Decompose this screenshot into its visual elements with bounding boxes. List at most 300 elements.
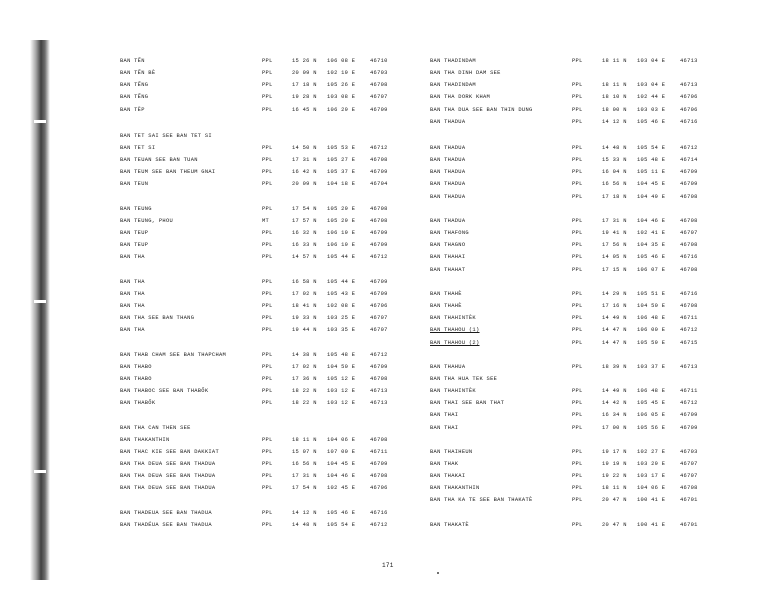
latitude: 16 56 N (602, 181, 627, 187)
feature-code: PPL (262, 473, 273, 479)
latitude: 17 02 N (292, 291, 317, 297)
feature-code: PPL (572, 473, 583, 479)
feature-code: PPL (262, 364, 273, 370)
page-number: 171 (382, 562, 394, 569)
gazetteer-entry (120, 326, 410, 335)
gazetteer-entry (430, 290, 720, 299)
map-sheet-number: 46712 (370, 254, 388, 260)
feature-code: PPL (572, 254, 583, 260)
latitude: 14 49 N (602, 315, 627, 321)
place-name: BAN TET SI (120, 145, 156, 151)
feature-code: PPL (572, 169, 583, 175)
gazetteer-entry (120, 93, 410, 102)
place-name: BAN THAKAI (430, 473, 466, 479)
place-name: BAN THA DEUA SEE BAN THADUA (120, 461, 216, 467)
place-name: BAN TẾNG (120, 94, 149, 100)
gazetteer-entry (120, 351, 410, 360)
place-name: BAN THADUA (430, 194, 466, 200)
gazetteer-entry (120, 302, 410, 311)
gazetteer-entry (430, 326, 720, 335)
map-sheet-number: 46708 (370, 82, 388, 88)
gazetteer-entry (430, 81, 720, 90)
latitude: 20 47 N (602, 497, 627, 503)
gazetteer-entry (120, 375, 410, 384)
latitude: 17 31 N (602, 218, 627, 224)
latitude: 16 04 N (602, 169, 627, 175)
latitude: 20 09 N (292, 181, 317, 187)
latitude: 16 58 N (292, 279, 317, 285)
place-name: BAN THA HUA TEK SEE (430, 376, 498, 382)
longitude: 105 54 E (327, 522, 356, 528)
latitude: 17 31 N (292, 473, 317, 479)
place-name: BAN THAHINTÈK (430, 315, 476, 321)
map-sheet-number: 46712 (680, 400, 698, 406)
feature-code: PPL (572, 412, 583, 418)
map-sheet-number: 46709 (680, 181, 698, 187)
latitude: 16 34 N (602, 412, 627, 418)
feature-code: PPL (262, 327, 273, 333)
latitude: 14 47 N (602, 340, 627, 346)
longitude: 103 17 E (637, 473, 666, 479)
map-sheet-number: 46706 (370, 485, 388, 491)
gazetteer-entry (430, 424, 720, 433)
latitude: 15 07 N (292, 449, 317, 455)
gazetteer-entry (120, 144, 410, 153)
latitude: 19 17 N (602, 449, 627, 455)
latitude: 17 56 N (602, 242, 627, 248)
longitude: 103 25 E (327, 315, 356, 321)
longitude: 104 06 E (327, 437, 356, 443)
longitude: 104 49 E (637, 194, 666, 200)
latitude: 18 11 N (602, 58, 627, 64)
feature-code: MT (262, 218, 270, 224)
map-sheet-number: 46709 (680, 169, 698, 175)
longitude: 106 00 E (637, 327, 666, 333)
gazetteer-entry (430, 339, 720, 348)
map-sheet-number: 46709 (370, 169, 388, 175)
latitude: 15 26 N (292, 58, 317, 64)
map-sheet-number: 46711 (680, 388, 698, 394)
longitude: 105 46 E (327, 510, 356, 516)
gazetteer-entry (430, 144, 720, 153)
place-name: BAN TEUP (120, 242, 149, 248)
place-name: BAN THAI (430, 412, 459, 418)
longitude: 104 18 E (327, 181, 356, 187)
map-sheet-number: 46709 (680, 412, 698, 418)
latitude: 16 32 N (292, 230, 317, 236)
feature-code: PPL (572, 291, 583, 297)
latitude: 14 47 N (602, 327, 627, 333)
longitude: 105 48 E (637, 157, 666, 163)
gazetteer-entry (120, 387, 410, 396)
longitude: 104 35 E (637, 242, 666, 248)
gazetteer-entry (430, 472, 720, 481)
latitude: 18 11 N (292, 437, 317, 443)
place-name: BAN THAHAI (430, 254, 466, 260)
feature-code: PPL (572, 82, 583, 88)
map-sheet-number: 46706 (680, 94, 698, 100)
latitude: 18 10 N (602, 94, 627, 100)
latitude: 17 54 N (292, 206, 317, 212)
latitude: 18 11 N (602, 485, 627, 491)
map-sheet-number: 46708 (680, 485, 698, 491)
feature-code: PPL (262, 352, 273, 358)
feature-code: PPL (262, 230, 273, 236)
map-sheet-number: 46708 (680, 242, 698, 248)
longitude: 106 08 E (327, 58, 356, 64)
feature-code: PPL (572, 218, 583, 224)
gazetteer-entry (120, 132, 410, 141)
place-name: BAN THA (120, 327, 145, 333)
longitude: 106 07 E (637, 267, 666, 273)
latitude: 18 41 N (292, 303, 317, 309)
map-sheet-number: 46708 (680, 194, 698, 200)
map-sheet-number: 46716 (680, 119, 698, 125)
gazetteer-entry (120, 57, 410, 66)
latitude: 19 22 N (602, 473, 627, 479)
gazetteer-entry (430, 69, 720, 78)
place-name: BAN TET SAI SEE BAN TET SI (120, 133, 212, 139)
longitude: 102 44 E (637, 94, 666, 100)
map-sheet-number: 46709 (370, 230, 388, 236)
map-sheet-number: 46708 (370, 218, 388, 224)
place-name: BAN THAHÈ (430, 303, 462, 309)
gazetteer-entry (430, 156, 720, 165)
longitude: 105 37 E (327, 169, 356, 175)
gazetteer-entry (430, 93, 720, 102)
gazetteer-entry (430, 521, 720, 530)
feature-code: PPL (262, 82, 273, 88)
map-sheet-number: 46712 (680, 327, 698, 333)
map-sheet-number: 46713 (370, 400, 388, 406)
latitude: 16 42 N (292, 169, 317, 175)
longitude: 100 41 E (637, 522, 666, 528)
feature-code: PPL (262, 70, 273, 76)
latitude: 14 50 N (292, 145, 317, 151)
longitude: 105 27 E (327, 157, 356, 163)
map-sheet-number: 46709 (370, 242, 388, 248)
latitude: 14 38 N (292, 352, 317, 358)
feature-code: PPL (572, 327, 583, 333)
latitude: 16 45 N (292, 107, 317, 113)
feature-code: PPL (572, 522, 583, 528)
gazetteer-entry (120, 278, 410, 287)
gazetteer-entry (430, 399, 720, 408)
latitude: 16 33 N (292, 242, 317, 248)
latitude: 19 41 N (602, 230, 627, 236)
place-name: BAN THADÉUA SEE BAN THADUA (120, 522, 212, 528)
feature-code: PPL (262, 107, 273, 113)
map-sheet-number: 46701 (680, 497, 698, 503)
longitude: 105 12 E (327, 376, 356, 382)
latitude: 14 57 N (292, 254, 317, 260)
map-sheet-number: 46708 (370, 157, 388, 163)
feature-code: PPL (262, 437, 273, 443)
map-sheet-number: 46716 (680, 291, 698, 297)
longitude: 107 00 E (327, 449, 356, 455)
longitude: 100 41 E (637, 497, 666, 503)
place-name: BAN THABO (120, 376, 152, 382)
map-sheet-number: 46714 (680, 157, 698, 163)
latitude: 17 18 N (602, 194, 627, 200)
feature-code: PPL (572, 230, 583, 236)
longitude: 105 46 E (637, 254, 666, 260)
map-sheet-number: 46708 (370, 437, 388, 443)
place-name: BAN THAI (430, 425, 459, 431)
longitude: 106 05 E (637, 412, 666, 418)
place-name: BAN THA (120, 291, 145, 297)
feature-code: PPL (262, 242, 273, 248)
feature-code: PPL (572, 58, 583, 64)
place-name: BAN THAHUA (430, 364, 466, 370)
feature-code: PPL (572, 388, 583, 394)
gazetteer-entry (120, 460, 410, 469)
gazetteer-entry (430, 106, 720, 115)
feature-code: PPL (262, 181, 273, 187)
gazetteer-entry (120, 205, 410, 214)
map-sheet-number: 46711 (680, 315, 698, 321)
map-sheet-number: 46715 (680, 340, 698, 346)
map-sheet-number: 46704 (370, 181, 388, 187)
gazetteer-entry (430, 193, 720, 202)
place-name: BAN TEUM SEE BAN THEUM GNAI (120, 169, 216, 175)
feature-code: PPL (262, 157, 273, 163)
place-name: BAN THADUA (430, 157, 466, 163)
longitude: 105 29 E (327, 206, 356, 212)
feature-code: PPL (572, 461, 583, 467)
place-name: BAN TẾNG (120, 82, 149, 88)
map-sheet-number: 46713 (680, 58, 698, 64)
map-sheet-number: 46713 (370, 388, 388, 394)
place-name: BAN THADUA (430, 218, 466, 224)
place-name: BAN THADEUA SEE BAN THADUA (120, 510, 212, 516)
map-sheet-number: 46708 (680, 267, 698, 273)
latitude: 17 02 N (292, 364, 317, 370)
feature-code: PPL (262, 522, 273, 528)
place-name: BAN THA (120, 303, 145, 309)
latitude: 15 33 N (602, 157, 627, 163)
longitude: 102 41 E (637, 230, 666, 236)
latitude: 14 48 N (602, 145, 627, 151)
feature-code: PPL (262, 510, 273, 516)
map-sheet-number: 46710 (370, 58, 388, 64)
map-sheet-number: 46716 (370, 510, 388, 516)
longitude: 106 48 E (637, 388, 666, 394)
place-name: BAN THADUA (430, 181, 466, 187)
longitude: 104 46 E (637, 218, 666, 224)
place-name: BAN THAHOU (2) (430, 340, 480, 346)
feature-code: PPL (572, 145, 583, 151)
latitude: 18 22 N (292, 388, 317, 394)
latitude: 18 22 N (292, 400, 317, 406)
place-name: BAN THADUA (430, 145, 466, 151)
gazetteer-entry (120, 241, 410, 250)
place-name: BAN TEUNG (120, 206, 152, 212)
feature-code: PPL (262, 303, 273, 309)
longitude: 105 43 E (327, 291, 356, 297)
map-sheet-number: 46708 (370, 376, 388, 382)
place-name: BAN THAHAT (430, 267, 466, 273)
ink-speck (437, 572, 439, 574)
feature-code: PPL (262, 145, 273, 151)
longitude: 106 19 E (327, 242, 356, 248)
map-sheet-number: 46709 (370, 107, 388, 113)
place-name: BAN TẾN BÈ (120, 70, 156, 76)
feature-code: PPL (572, 194, 583, 200)
map-sheet-number: 46703 (370, 70, 388, 76)
map-sheet-number: 46712 (680, 145, 698, 151)
feature-code: PPL (262, 206, 273, 212)
feature-code: PPL (572, 340, 583, 346)
map-sheet-number: 46707 (680, 473, 698, 479)
longitude: 105 29 E (327, 218, 356, 224)
longitude: 104 06 E (637, 485, 666, 491)
binding-notch (34, 470, 46, 473)
place-name: BAN TẼP (120, 107, 145, 113)
map-sheet-number: 46709 (680, 425, 698, 431)
map-sheet-number: 46707 (680, 461, 698, 467)
place-name: BAN TEUNG, PHOU (120, 218, 174, 224)
gazetteer-entry (120, 229, 410, 238)
place-name: BAN THADUA (430, 119, 466, 125)
place-name: BAN THADINDAM (430, 58, 476, 64)
map-sheet-number: 46706 (680, 107, 698, 113)
place-name: BAN THA DINH DAM SEE (430, 70, 501, 76)
feature-code: PPL (572, 315, 583, 321)
latitude: 19 44 N (292, 327, 317, 333)
longitude: 106 29 E (327, 107, 356, 113)
gazetteer-entry (430, 266, 720, 275)
feature-code: PPL (262, 58, 273, 64)
gazetteer-entry (120, 290, 410, 299)
feature-code: PPL (572, 497, 583, 503)
map-sheet-number: 46707 (680, 230, 698, 236)
map-sheet-number: 46709 (370, 291, 388, 297)
feature-code: PPL (572, 425, 583, 431)
gazetteer-entry (120, 399, 410, 408)
gazetteer-entry (430, 168, 720, 177)
latitude: 17 31 N (292, 157, 317, 163)
feature-code: PPL (572, 157, 583, 163)
latitude: 14 49 N (602, 388, 627, 394)
longitude: 106 48 E (637, 315, 666, 321)
place-name: BAN THA DUA SEE BAN THIN DUNG (430, 107, 533, 113)
feature-code: PPL (572, 119, 583, 125)
gazetteer-entry (120, 217, 410, 226)
latitude: 19 19 N (602, 461, 627, 467)
map-sheet-number: 46712 (370, 352, 388, 358)
map-sheet-number: 46701 (680, 522, 698, 528)
map-sheet-number: 46708 (370, 473, 388, 479)
gazetteer-entry (120, 69, 410, 78)
feature-code: PPL (262, 254, 273, 260)
latitude: 18 11 N (602, 82, 627, 88)
latitude: 16 56 N (292, 461, 317, 467)
longitude: 104 45 E (327, 461, 356, 467)
map-sheet-number: 46707 (370, 327, 388, 333)
gazetteer-entry (120, 363, 410, 372)
gazetteer-entry (120, 106, 410, 115)
longitude: 103 12 E (327, 388, 356, 394)
longitude: 103 04 E (637, 82, 666, 88)
latitude: 14 05 N (602, 254, 627, 260)
longitude: 102 45 E (327, 485, 356, 491)
latitude: 17 16 N (602, 303, 627, 309)
map-sheet-number: 46708 (680, 218, 698, 224)
gazetteer-entry (430, 229, 720, 238)
longitude: 103 35 E (327, 327, 356, 333)
gazetteer-entry (430, 180, 720, 189)
latitude: 19 28 N (292, 94, 317, 100)
longitude: 103 12 E (327, 400, 356, 406)
feature-code: PPL (572, 449, 583, 455)
map-sheet-number: 46712 (370, 522, 388, 528)
gazetteer-entry (120, 168, 410, 177)
gazetteer-entry (430, 57, 720, 66)
place-name: BAN THA DORK KHAM (430, 94, 491, 100)
gazetteer-entry (430, 448, 720, 457)
gazetteer-entry (120, 156, 410, 165)
map-sheet-number: 46709 (370, 461, 388, 467)
map-sheet-number: 46709 (370, 364, 388, 370)
latitude: 17 18 N (292, 82, 317, 88)
gazetteer-entry (430, 363, 720, 372)
longitude: 105 46 E (637, 119, 666, 125)
longitude: 102 08 E (327, 303, 356, 309)
place-name: BAN THAKATÈ (430, 522, 469, 528)
place-name: BAN THA (120, 279, 145, 285)
place-name: BAN THA KA TE SEE BAN THAKATÈ (430, 497, 533, 503)
latitude: 17 36 N (292, 376, 317, 382)
longitude: 105 11 E (637, 169, 666, 175)
feature-code: PPL (572, 242, 583, 248)
feature-code: PPL (262, 291, 273, 297)
longitude: 102 19 E (327, 70, 356, 76)
longitude: 105 59 E (637, 340, 666, 346)
feature-code: PPL (262, 485, 273, 491)
place-name: BAN THAIHEUN (430, 449, 473, 455)
feature-code: PPL (572, 485, 583, 491)
gazetteer-entry (120, 180, 410, 189)
feature-code: PPL (572, 94, 583, 100)
feature-code: PPL (262, 400, 273, 406)
feature-code: PPL (262, 94, 273, 100)
place-name: BAN THAHINTÈK (430, 388, 476, 394)
latitude: 17 57 N (292, 218, 317, 224)
place-name: BAN THAFONG (430, 230, 469, 236)
longitude: 105 26 E (327, 82, 356, 88)
map-sheet-number: 46708 (680, 303, 698, 309)
gazetteer-entry (430, 460, 720, 469)
map-sheet-number: 46712 (370, 145, 388, 151)
map-sheet-number: 46703 (680, 449, 698, 455)
gazetteer-entry (120, 509, 410, 518)
feature-code: PPL (262, 315, 273, 321)
feature-code: PPL (262, 388, 273, 394)
latitude: 14 29 N (602, 291, 627, 297)
place-name: BAN THAHOU (1) (430, 327, 480, 333)
gazetteer-entry (120, 424, 410, 433)
place-name: BAN THAGNO (430, 242, 466, 248)
longitude: 105 44 E (327, 279, 356, 285)
latitude: 19 33 N (292, 315, 317, 321)
feature-code: PPL (572, 364, 583, 370)
place-name: BAN THAHÈ (430, 291, 462, 297)
feature-code: PPL (572, 107, 583, 113)
gazetteer-entry (120, 81, 410, 90)
longitude: 104 50 E (327, 364, 356, 370)
place-name: BAN THABO (120, 364, 152, 370)
